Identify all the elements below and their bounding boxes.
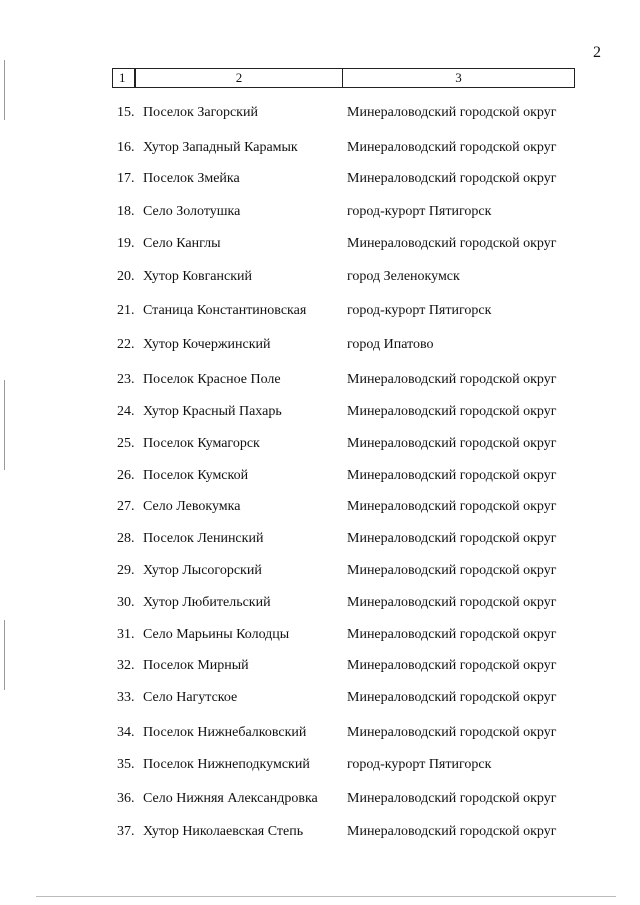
municipality-name: Минераловодский городской округ [347,436,557,451]
list-item [0,499,640,519]
item-number: 28. [117,531,135,546]
settlement-name: Хутор Любительский [143,595,271,610]
item-number: 22. [117,337,135,352]
municipality-name: Минераловодский городской округ [347,690,557,705]
scan-bottom-edge [36,896,616,897]
municipality-name: Минераловодский городской округ [347,725,557,740]
list-item [0,404,640,424]
municipality-name: город-курорт Пятигорск [347,757,492,772]
list-item [0,563,640,583]
settlement-name: Поселок Нижнеподкумский [143,757,310,772]
settlement-name: Село Нижняя Александровка [143,791,318,806]
item-number: 31. [117,627,135,642]
settlement-name: Село Золотушка [143,204,241,219]
table-header [112,68,575,88]
list-item [0,658,640,678]
item-number: 35. [117,757,135,772]
municipality-name: Минераловодский городской округ [347,171,557,186]
settlement-name: Хутор Красный Пахарь [143,404,282,419]
scan-edge-mark [4,60,5,120]
settlement-name: Поселок Кумагорск [143,436,260,451]
settlement-name: Село Канглы [143,236,221,251]
municipality-name: Минераловодский городской округ [347,140,557,155]
municipality-name: Минераловодский городской округ [347,105,557,120]
item-number: 19. [117,236,135,251]
settlement-name: Поселок Кумской [143,468,249,483]
item-number: 18. [117,204,135,219]
settlement-name: Село Левокумка [143,499,241,514]
settlement-name: Село Нагутское [143,690,238,705]
list-item [0,105,640,125]
header-col-3: 3 [455,70,462,85]
settlement-name: Поселок Красное Поле [143,372,281,387]
page-number: 2 [593,44,601,61]
item-number: 25. [117,436,135,451]
list-item [0,757,640,777]
list-item [0,303,640,323]
settlement-name: Хутор Ковганский [143,269,253,284]
municipality-name: Минераловодский городской округ [347,824,557,839]
list-item [0,171,640,191]
municipality-name: Минераловодский городской округ [347,468,557,483]
list-item [0,204,640,224]
settlement-name: Хутор Лысогорский [143,563,262,578]
municipality-name: Минераловодский городской округ [347,658,557,673]
item-number: 36. [117,791,135,806]
list-item [0,725,640,745]
list-item [0,140,640,160]
item-number: 21. [117,303,135,318]
item-number: 30. [117,595,135,610]
list-item [0,824,640,844]
municipality-name: Минераловодский городской округ [347,404,557,419]
item-number: 29. [117,563,135,578]
settlement-name: Хутор Кочержинский [143,337,271,352]
municipality-name: Минераловодский городской округ [347,791,557,806]
municipality-name: город Зеленокумск [347,269,460,284]
header-col-2: 2 [136,69,343,87]
list-item [0,436,640,456]
municipality-name: город-курорт Пятигорск [347,303,492,318]
item-number: 24. [117,404,135,419]
settlement-name: Станица Константиновская [143,303,307,318]
settlement-name: Поселок Змейка [143,171,240,186]
municipality-name: Минераловодский городской округ [347,499,557,514]
municipality-name: Минераловодский городской округ [347,372,557,387]
list-item [0,791,640,811]
list-item [0,337,640,357]
scan-edge-mark [4,620,5,690]
settlement-name: Поселок Мирный [143,658,249,673]
list-item [0,627,640,647]
municipality-name: Минераловодский городской округ [347,236,557,251]
settlement-name: Хутор Западный Карамык [143,140,298,155]
municipality-name: Минераловодский городской округ [347,595,557,610]
item-number: 23. [117,372,135,387]
list-item [0,531,640,551]
item-number: 27. [117,499,135,514]
municipality-name: Минераловодский городской округ [347,627,557,642]
item-number: 16. [117,140,135,155]
settlement-name: Село Марьины Колодцы [143,627,290,642]
settlement-name: Поселок Загорский [143,105,258,120]
settlement-name: Поселок Ленинский [143,531,264,546]
municipality-name: город-курорт Пятигорск [347,204,492,219]
municipality-name: Минераловодский городской округ [347,531,557,546]
item-number: 17. [117,171,135,186]
municipality-name: Минераловодский городской округ [347,563,557,578]
item-number: 34. [117,725,135,740]
municipality-name: город Ипатово [347,337,434,352]
item-number: 37. [117,824,135,839]
settlement-name: Поселок Нижнебалковский [143,725,307,740]
list-item [0,468,640,488]
item-number: 32. [117,658,135,673]
item-number: 33. [117,690,135,705]
list-item [0,269,640,289]
list-item [0,595,640,615]
list-item [0,372,640,392]
item-number: 20. [117,269,135,284]
list-item [0,236,640,256]
item-number: 26. [117,468,135,483]
settlement-name: Хутор Николаевская Степь [143,824,304,839]
list-item [0,690,640,710]
header-col-1: 1 [113,69,136,87]
item-number: 15. [117,105,135,120]
scan-edge-mark [4,380,5,470]
